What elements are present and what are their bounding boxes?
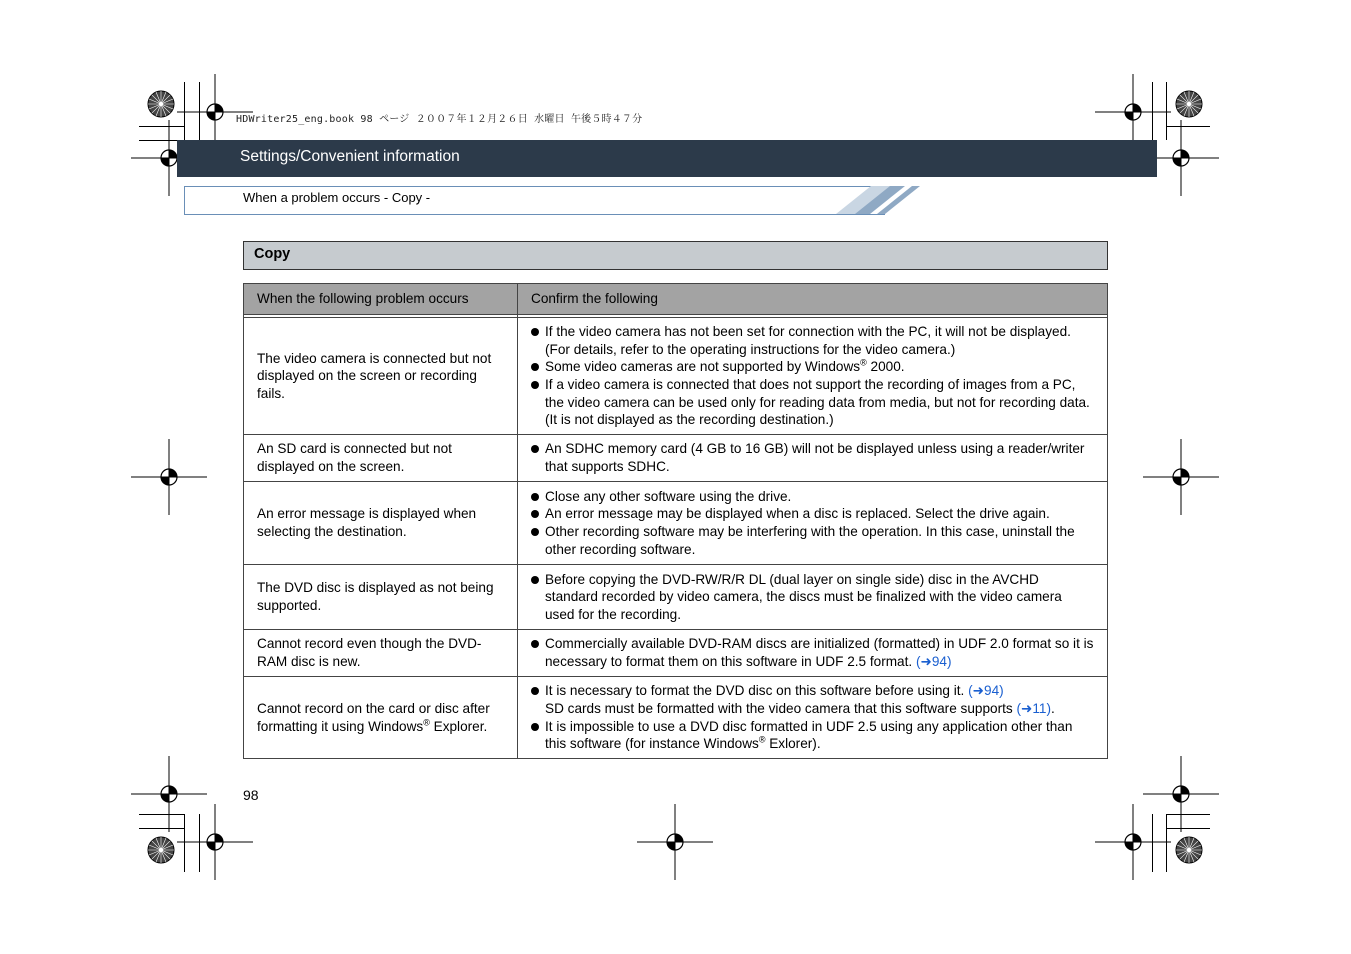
page-number: 98 (243, 787, 259, 803)
list-item: Other recording software may be interfering with the operation. In this case, uninstall the other recording software. (531, 523, 1094, 558)
list-item: An error message may be displayed when a disc is replaced. Select the drive again. (531, 505, 1094, 523)
problem-table (243, 283, 1108, 759)
registered-mark: ® (423, 716, 430, 727)
confirm-cell (518, 435, 1108, 482)
column-header-confirm: Confirm the following (518, 284, 1108, 315)
list-item (531, 718, 1094, 753)
item-text: It is impossible to use a DVD disc formatted in UDF 2.5 using any application other than this software (for instance Windows (545, 718, 1073, 752)
table-header-row (244, 284, 1108, 315)
problem-cell: Cannot record even though the DVD-RAM disc is new. (244, 630, 518, 677)
confirm-cell (518, 677, 1108, 759)
problem-text: Cannot record on the card or disc after formatting it using Windows (257, 700, 490, 734)
list-item: Close any other software using the drive. (531, 488, 1094, 506)
column-header-problem: When the following problem occurs (244, 284, 518, 315)
period: . (1051, 700, 1055, 716)
problem-cell: An SD card is connected but not displayed on the screen. (244, 435, 518, 482)
book-info-line: HDWriter25_eng.book 98 ページ ２００７年１２月２６日 水曜日 午後５時４７分 (236, 114, 643, 125)
table-row (244, 435, 1108, 482)
subtitle: When a problem occurs - Copy - (243, 190, 431, 205)
table-row (244, 482, 1108, 565)
list-item (531, 635, 1094, 670)
section-title: Copy (254, 246, 291, 262)
page-link[interactable]: (➜94) (968, 683, 1004, 699)
item-text: SD cards must be formatted with the video camera that this software supports (545, 700, 1017, 716)
list-item: If a video camera is connected that does not support the recording of images from a PC, the video camera can be used only for reading data from media, but not for recording data. (It is not displayed as the recording destination.) (531, 376, 1094, 429)
page-link[interactable]: (➜94) (915, 654, 952, 669)
table-row (244, 630, 1108, 677)
problem-cell: The video camera is connected but not displayed on the screen or recording fails. (244, 318, 518, 435)
page-link[interactable]: (➜11) (1016, 700, 1052, 716)
list-item (531, 358, 1094, 376)
confirm-cell (518, 630, 1108, 677)
list-item (531, 682, 1094, 717)
problem-text: Explorer. (429, 718, 488, 734)
item-text: It is necessary to format the DVD disc on this software before using it. (545, 683, 969, 699)
list-item: Before copying the DVD-RW/R/R DL (dual layer on single side) disc in the AVCHD standard recorded by video camera, the discs must be finalized with the video camera used for the recording. (531, 571, 1094, 624)
list-item: An SDHC memory card (4 GB to 16 GB) will not be displayed unless using a reader/writer that supports SDHC. (531, 440, 1094, 475)
problem-cell (244, 677, 518, 759)
confirm-cell (518, 482, 1108, 565)
table-row (244, 677, 1108, 759)
table-row (244, 565, 1108, 630)
item-text: Some video cameras are not supported by Windows® 2000. (545, 357, 905, 375)
item-text: Exlorer). (765, 736, 821, 752)
list-item: If the video camera has not been set for connection with the PC, it will not be displayed. (For details, refer to the operating instructions for the video camera.) (531, 323, 1094, 358)
page-title: Settings/Convenient information (240, 148, 460, 165)
confirm-cell (518, 318, 1108, 435)
registered-mark: ® (758, 734, 766, 745)
problem-cell: An error message is displayed when selecting the destination. (244, 482, 518, 565)
subtitle-stripe-decoration (830, 184, 920, 216)
problem-cell: The DVD disc is displayed as not being supported. (244, 565, 518, 630)
confirm-cell (518, 565, 1108, 630)
section-bar (243, 241, 1108, 270)
item-text: Commercially available DVD-RAM discs are initialized (formatted) in UDF 2.0 format so it is necessary to format them on this software in UDF 2.5 format. (545, 636, 1094, 669)
table-row (244, 318, 1108, 435)
